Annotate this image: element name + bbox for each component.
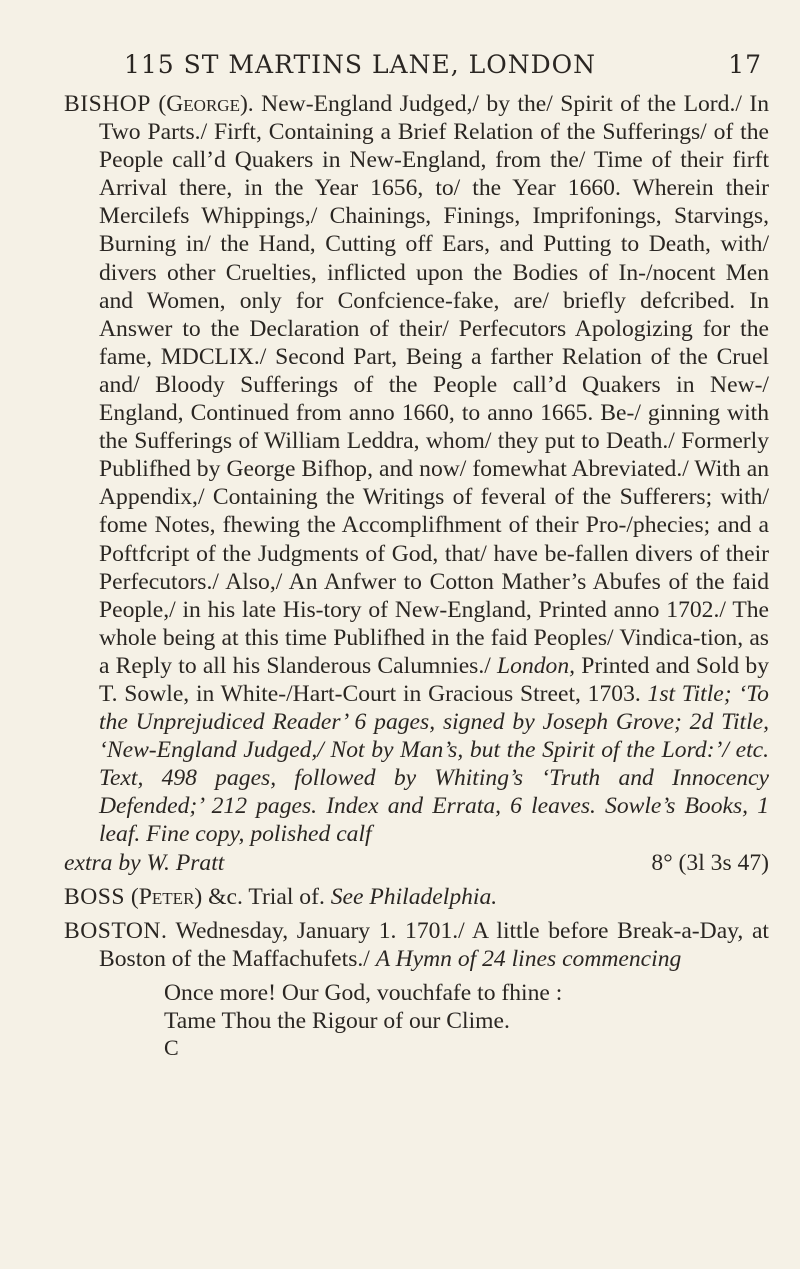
entry-headword: BISHOP	[64, 91, 151, 117]
signature-mark: C	[164, 1034, 179, 1060]
see-reference: See Philadelphia.	[330, 883, 498, 910]
hymn-note: A Hymn of 24 lines commencing	[375, 945, 682, 972]
entry-headword: BOSTON.	[64, 917, 168, 944]
imprint-place: London,	[497, 652, 576, 679]
entry-description: Wednesday, January 1. 1701./ A little before Break-a-Day, at Boston of the Maffachufets./	[99, 917, 769, 972]
binder-price-line	[64, 849, 769, 877]
entry-boston	[64, 917, 769, 973]
price: 8° (3l 3s 47)	[651, 849, 769, 876]
entry-forename: Peter	[138, 883, 195, 910]
entry-bishop: BISHOP (George). New-England Judged,/ by the/ Spirit of the Lord./ In Two Parts./ Firft, Containing a Brief Relation of the Sufferings/ of the People call’d Quakers in New-England, from the/ Time of their firft Arrival there, in the Year 1656, to/ the Year 1660. Wherein their Mercilefs Whippings,/ Chainings, Finings, Imprifonings, Starvings, Burning in/ the Hand, Cutting off Ears, and Putting to Death, with/ divers other Cruelties, inflicted upon the Bodies of In-/nocent Men and Women, only for Confcience-fake, are/ briefly defcribed. In Answer to the Declaration of their/ Perfecutors Apologizing for the fame, MDCLIX./ Second Part, Being a farther Relation of the Cruel and/ Bloody Sufferings of the People call’d Quakers in New-/ England, Continued from anno 1660, to anno 1665. Be-/ ginning with the Sufferings of William Leddra, whom/ they put to Death./ Formerly Publifhed by George Bifhop, and now/ fomewhat Abreviated./ With an Appendix,/ Containing the Writings of feveral of the Sufferers; with/ fome Notes, fhewing the Accomplifhment of their Pro-/phecies; and a Poftfcript of the Judgments of God, that/ have be-fallen divers of their Perfecutors./ Also,/ An Anfwer to Cotton Mather’s Abufes of the faid People,/ in his late His-tory of New-England, Printed anno 1702./ The whole being at this time Publifhed in the faid Peoples/ Vindica-tion, as a Reply to all his Slanderous Calumnies./ London, Printed and Sold by T. Sowle, in White-/Hart-Court in Gracious Street, 1703. 1st Title; ‘To the Unprejudiced Reader’ 6 pages, signed by Joseph Grove; 2d Title, ‘New-England Judged,/ Not by Man’s, but the Spirit of the Lord:’/ etc. Text, 498 pages, followed by Whiting’s ‘Truth and Innocency Defended;’ 212 pages. Index and Errata, 6 leaves. Sowle’s Books, 1 leaf. Fine copy, polished calf extra by W. Pratt 8° (3l 3s 47)	[64, 91, 770, 876]
entry-forename: George	[166, 91, 240, 117]
collation-note: 1st Title; ‘To the Unprejudiced Reader’ 6 pages, signed by Joseph Grove; 2d Title, ‘New-England Judged,/ Not by Man’s, but the Spirit of the Lord:’/ etc. Text, 498 pages, followed by Whiting’s ‘Truth and Innocency Defended;’ 212 pages. Index and Errata, 6 leaves. Sowle’s Books, 1 leaf. Fine copy, polished calf	[99, 680, 769, 848]
catalogue-entries	[64, 90, 769, 1061]
entry-boss: BOSS (Peter) &c. Trial of. See Philadelphia.	[64, 883, 498, 910]
entry-description: ) &c. Trial of.	[194, 883, 331, 910]
verse-line: Tame Thou the Rigour of our Clime.	[164, 1007, 510, 1034]
running-head	[124, 50, 762, 80]
imprint-text: Printed and Sold by T. Sowle, in White-/Hart-Court in Gracious Street, 1703.	[99, 652, 769, 707]
page-number: 17	[728, 50, 762, 79]
verse-line: Once more! Our God, vouchfafe to fhine :	[164, 979, 563, 1006]
running-head-address: 115 ST MARTINS LANE, LONDON	[124, 50, 597, 79]
binder-note: extra by W. Pratt	[64, 849, 225, 876]
entry-description: ). New-England Judged,/ by the/ Spirit of the Lord./ In Two Parts./ Firft, Containing a Brief Relation of the Sufferings/ of the People call’d Quakers in New-England, from the/ Time of their firft Arrival there, in the Year 1656, to/ the Year 1660. Wherein their Mercilefs Whippings,/ Chainings, Finings, Imprifonings, Starvings, Burning in/ the Hand, Cutting off Ears, and Putting to Death, with/ divers other Cruelties, inflicted upon the Bodies of In-/nocent Men and Women, only for Confcience-fake, are/ briefly defcribed. In Answer to the Declaration of their/ Perfecutors Apologizing for the fame, MDCLIX./ Second Part, Being a farther Relation of the Cruel and/ Bloody Sufferings of the People call’d Quakers in New-/ England, Continued from anno 1660, to anno 1665. Be-/ ginning with the Sufferings of William Leddra, whom/ they put to Death./ Formerly Publifhed by George Bifhop, and now/ fomewhat Abreviated./ With an Appendix,/ Containing the Writings of feveral of the Sufferers; with/ fome Notes, fhewing the Accomplifhment of their Pro-/phecies; and a Poftfcript of the Judgments of God, that/ have be-fallen divers of their Perfecutors./ Also,/ An Anfwer to Cotton Mather’s Abufes of the faid People,/ in his late His-tory of New-England, Printed anno 1702./ The whole being at this time Publifhed in the faid Peoples/ Vindica-tion, as a Reply to all his Slanderous Calumnies./	[99, 91, 770, 679]
entry-headword: BOSS	[64, 883, 126, 910]
